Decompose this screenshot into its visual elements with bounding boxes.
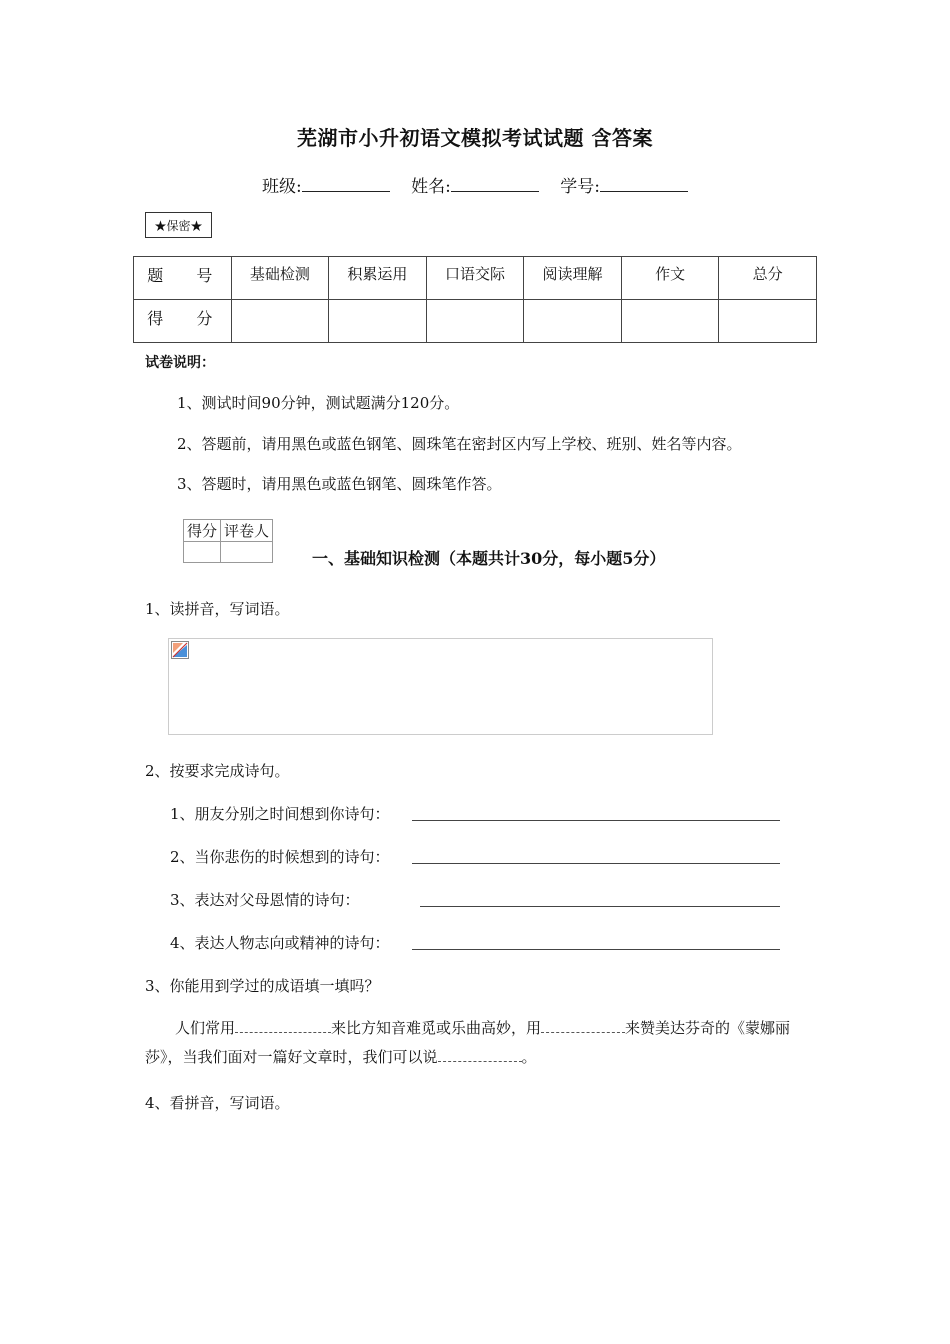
name-blank[interactable]: [451, 173, 539, 192]
section-heading: 一、基础知识检测（本题共计30分，每小题5分）: [312, 549, 666, 568]
student-info-row: [0, 172, 950, 197]
idiom-blank[interactable]: [438, 1045, 522, 1062]
grader-reviewer-cell[interactable]: [221, 542, 273, 563]
score-table-cell: 积累运用: [329, 257, 427, 300]
score-input-cell[interactable]: [231, 300, 329, 343]
score-table-cell: 题 号: [134, 257, 232, 300]
score-input-cell[interactable]: [524, 300, 622, 343]
answer-line[interactable]: [412, 948, 780, 950]
score-input-cell[interactable]: [719, 300, 817, 343]
poem-item: 4、表达人物志向或精神的诗句：: [170, 934, 390, 952]
idiom-text: 人们常用: [175, 1019, 236, 1037]
score-table-cell: 口语交际: [426, 257, 524, 300]
idiom-blank[interactable]: [541, 1016, 625, 1033]
class-blank[interactable]: [302, 173, 390, 192]
class-label: 班级:: [261, 177, 302, 197]
page-title: 芜湖市小升初语文模拟考试试题 含答案: [297, 126, 653, 150]
score-table-cell: 总分: [719, 257, 817, 300]
question-3: 3、你能用到学过的成语填一填吗？: [145, 977, 380, 995]
poem-item: 2、当你悲伤的时候想到的诗句：: [170, 848, 390, 866]
grader-score-label: 得分: [184, 520, 221, 542]
answer-line[interactable]: [420, 905, 780, 907]
question-4: 4、看拼音，写词语。: [145, 1094, 290, 1112]
instructions-title: 试卷说明：: [145, 355, 215, 371]
poem-item: 3、表达对父母恩情的诗句：: [170, 891, 360, 909]
score-input-cell[interactable]: [426, 300, 524, 343]
id-blank[interactable]: [600, 173, 688, 192]
question-2: 2、按要求完成诗句。: [145, 762, 290, 780]
idiom-blank[interactable]: [235, 1016, 331, 1033]
instruction-item: 1、测试时间90分钟，测试题满分120分。: [177, 394, 460, 412]
score-table-cell: 基础检测: [231, 257, 329, 300]
grader-score-cell[interactable]: [184, 542, 221, 563]
id-label: 学号:: [560, 177, 600, 197]
class-field: [262, 172, 390, 197]
name-label: 姓名:: [411, 177, 451, 197]
pinyin-image-placeholder: [168, 638, 713, 735]
id-field: [560, 172, 688, 197]
idiom-text: 。: [521, 1048, 537, 1066]
answer-line[interactable]: [412, 862, 780, 864]
question-1: 1、读拼音，写词语。: [145, 600, 290, 618]
grader-table: [183, 519, 273, 563]
broken-image-icon: [171, 641, 189, 659]
name-field: [411, 172, 539, 197]
idiom-paragraph: [145, 1014, 810, 1072]
instruction-item: 3、答题时，请用黑色或蓝色钢笔、圆珠笔作答。: [177, 475, 502, 493]
grader-reviewer-label: 评卷人: [221, 520, 273, 542]
score-table-cell: 作文: [621, 257, 719, 300]
idiom-text: 来比方知音难觅或乐曲高妙，用: [331, 1019, 542, 1037]
score-table-header-row: [134, 257, 817, 300]
score-table-score-row: [134, 300, 817, 343]
score-table-cell: 阅读理解: [524, 257, 622, 300]
score-table-cell: 得 分: [134, 300, 232, 343]
answer-line[interactable]: [412, 819, 780, 821]
score-input-cell[interactable]: [329, 300, 427, 343]
poem-item: 1、朋友分别之时间想到你诗句：: [170, 805, 390, 823]
score-input-cell[interactable]: [621, 300, 719, 343]
idiom-text: 来赞美达芬奇的《蒙娜丽莎》，当我们面对一篇好文章时，我们可以说: [145, 1019, 791, 1066]
secret-badge: ★保密★: [145, 212, 212, 238]
score-table: [133, 256, 817, 343]
instruction-item: 2、答题前，请用黑色或蓝色钢笔、圆珠笔在密封区内写上学校、班别、姓名等内容。: [177, 435, 742, 453]
